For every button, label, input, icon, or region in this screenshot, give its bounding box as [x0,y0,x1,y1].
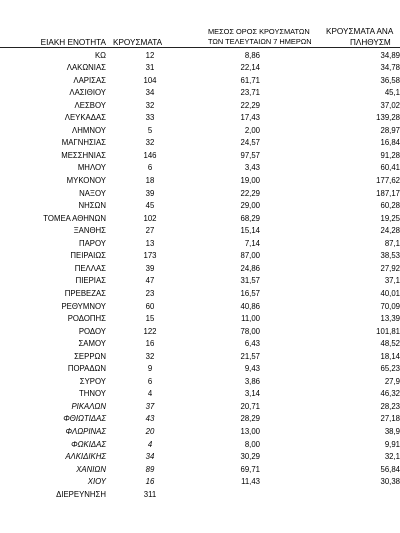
seven-day-average-cell: 22,29 [240,100,260,110]
cases-per-population-cell: 38,9 [384,427,400,436]
cases-per-population-cell: 40,01 [380,288,400,298]
cases-cell: 4 [147,389,153,399]
table-row [0,62,400,74]
seven-day-average-cell: 40,86 [240,301,260,311]
cases-per-population-cell: 28,23 [380,401,400,411]
seven-day-average-cell: 29,00 [240,201,260,211]
seven-day-average-cell: 16,57 [240,288,260,298]
region-name-cell: ΠΑΡΟΥ [78,238,106,248]
region-name-cell: ΧΙΟΥ [87,477,106,487]
seven-day-average-cell: 7,14 [244,238,260,248]
cases-cell: 34 [145,88,155,98]
cases-per-population-cell: 139,28 [376,113,400,123]
table-row [0,250,400,262]
table-row [0,464,400,476]
region-name-cell: ΝΑΞΟΥ [79,188,106,198]
seven-day-average-cell: 22,14 [240,63,260,73]
region-name-cell: ΠΕΛΛΑΣ [74,263,106,273]
table-row [0,376,400,388]
cases-cell: 104 [143,75,157,85]
region-name-cell: ΜΥΚΟΝΟΥ [66,176,106,185]
cases-cell: 32 [145,100,155,110]
region-name-cell: ΛΕΥΚΑΔΑΣ [64,113,106,123]
cases-cell: 23 [145,288,155,298]
seven-day-average-cell: 24,57 [240,138,260,148]
region-name-cell: ΚΩ [94,50,106,60]
region-name-cell: ΜΕΣΣΗΝΙΑΣ [61,150,106,160]
cases-per-population-cell: 70,09 [380,301,400,311]
cases-cell: 5 [147,125,153,135]
seven-day-average-cell: 3,43 [244,163,260,173]
cases-per-population-cell: 9,91 [384,439,400,449]
header-region: ΕΙΑΚΗ ΕΝΟΤΗΤΑ [40,38,106,47]
table-row [0,275,400,287]
cases-per-population-cell: 36,58 [380,75,400,85]
cases-per-population-cell: 24,28 [380,226,400,236]
cases-per-population-cell: 37,02 [380,100,400,110]
cases-cell: 43 [145,414,155,424]
cases-per-population-cell: 38,53 [380,251,400,261]
cases-per-population-cell: 30,38 [380,477,400,487]
cases-cell: 34 [145,452,155,462]
cases-cell: 9 [147,364,153,374]
region-name-cell: ΛΑΣΙΘΙΟΥ [69,88,106,98]
cases-per-population-cell: 91,28 [380,150,400,160]
table-row [0,326,400,338]
table-row [0,413,400,425]
cases-per-population-cell: 56,84 [380,464,400,474]
region-name-cell: ΠΙΕΡΙΑΣ [75,276,106,286]
seven-day-average-cell: 15,14 [240,226,260,236]
cases-per-population-cell: 45,1 [384,88,400,98]
table-row [0,439,400,451]
seven-day-average-cell: 8,00 [244,439,260,449]
seven-day-average-cell: 6,43 [244,339,260,349]
cases-cell: 27 [145,226,155,236]
cases-per-population-cell: 46,32 [380,389,400,399]
table-row [0,426,400,438]
table-row [0,188,400,200]
region-name-cell: ΤΗΝΟΥ [78,389,106,399]
region-name-cell: ΡΟΔΟΥ [78,326,106,336]
table-row [0,313,400,325]
region-name-cell: ΣΑΜΟΥ [78,339,106,349]
cases-cell: 89 [145,464,155,474]
seven-day-average-cell: 13,00 [240,427,260,436]
region-name-cell: ΡΟΔΟΠΗΣ [67,314,106,324]
cases-cell: 45 [145,201,155,211]
region-name-cell: ΠΟΡΑΔΩΝ [67,364,106,374]
cases-cell: 311 [143,489,157,499]
table-row [0,288,400,300]
seven-day-average-cell: 61,71 [240,75,260,85]
cases-cell: 173 [143,251,157,261]
seven-day-average-cell: 2,00 [244,125,260,135]
cases-cell: 13 [145,238,155,248]
cases-per-population-cell: 101,81 [376,326,400,336]
region-name-cell: ΦΛΩΡΙΝΑΣ [65,427,106,436]
seven-day-average-cell: 22,29 [240,188,260,198]
table-row [0,238,400,250]
region-name-cell: ΡΙΚΑΛΩΝ [71,401,106,411]
table-row [0,125,400,137]
cases-cell: 146 [143,150,157,160]
cases-cell: 60 [145,301,155,311]
seven-day-average-cell: 69,71 [240,464,260,474]
header-avg-line2: ΤΩΝ ΤΕΛΕΥΤΑΙΩΝ 7 ΗΜΕΡΩΝ [208,37,312,46]
cases-per-population-cell: 34,78 [380,63,400,73]
seven-day-average-cell: 97,57 [240,150,260,160]
table-row [0,162,400,174]
seven-day-average-cell: 28,29 [240,414,260,424]
table-row [0,100,400,112]
cases-per-population-cell: 34,89 [380,50,400,60]
cases-cell: 12 [145,50,155,60]
cases-cell: 18 [145,176,155,185]
cases-per-population-cell: 27,92 [380,263,400,273]
cases-per-population-cell: 32,1 [384,452,400,462]
region-name-cell: ΜΗΛΟΥ [77,163,106,173]
cases-per-population-cell: 87,1 [384,238,400,248]
table-row [0,363,400,375]
table-row [0,112,400,124]
seven-day-average-cell: 19,00 [240,176,260,185]
cases-per-population-cell: 187,17 [376,188,400,198]
table-row [0,87,400,99]
table-row [0,225,400,237]
table-row [0,388,400,400]
cases-cell: 15 [145,314,155,324]
region-name-cell: ΤΟΜΕΑ ΑΘΗΝΩΝ [43,213,106,223]
table-row [0,75,400,87]
seven-day-average-cell: 30,29 [240,452,260,462]
cases-per-population-cell: 48,52 [380,339,400,349]
seven-day-average-cell: 78,00 [240,326,260,336]
cases-per-population-cell: 19,25 [380,213,400,223]
table-row [0,175,400,187]
region-name-cell: ΛΗΜΝΟΥ [72,125,106,135]
cases-cell: 6 [147,376,153,386]
region-name-cell: ΜΑΓΝΗΣΙΑΣ [61,138,106,148]
region-name-cell: ΠΡΕΒΕΖΑΣ [64,288,106,298]
seven-day-average-cell: 21,57 [240,351,260,361]
table-row [0,401,400,413]
cases-per-population-cell: 18,14 [380,351,400,361]
seven-day-average-cell: 8,86 [244,50,260,60]
header-divider [0,47,400,48]
region-name-cell: ΦΘΙΩΤΙΔΑΣ [63,414,106,424]
cases-cell: 122 [143,326,157,336]
cases-cell: 32 [145,138,155,148]
seven-day-average-cell: 87,00 [240,251,260,261]
cases-per-population-cell: 60,28 [380,201,400,211]
cases-cell: 16 [145,339,155,349]
header-rate-line1: ΚΡΟΥΣΜΑΤΑ ΑΝΑ [326,27,394,36]
seven-day-average-cell: 24,86 [240,263,260,273]
table-row [0,200,400,212]
header-avg-line1: ΜΕΣΟΣ ΟΡΟΣ ΚΡΟΥΣΜΑΤΩΝ [208,27,310,36]
region-name-cell: ΑΛΚΙΔΙΚΗΣ [65,452,106,462]
cases-per-population-cell: 28,97 [380,125,400,135]
cases-per-population-cell: 27,9 [384,376,400,386]
cases-per-population-cell: 16,84 [380,138,400,148]
table-row [0,476,400,488]
seven-day-average-cell: 11,00 [241,314,260,324]
seven-day-average-cell: 3,14 [244,389,260,399]
cases-cell: 39 [145,263,155,273]
cases-cell: 20 [145,427,155,436]
cases-cell: 4 [147,439,153,449]
cases-per-population-cell: 27,18 [380,414,400,424]
header-cases: ΚΡΟΥΣΜΑΤΑ [113,38,163,47]
cases-cell: 16 [145,477,155,487]
cases-cell: 33 [145,113,155,123]
region-name-cell: ΣΥΡΟΥ [79,376,106,386]
table-row [0,451,400,463]
region-name-cell: ΔΙΕΡΕΥΝΗΣΗ [56,489,106,499]
seven-day-average-cell: 20,71 [240,401,260,411]
cases-cell: 37 [145,401,155,411]
seven-day-average-cell: 31,57 [240,276,260,286]
table-row [0,301,400,313]
cases-per-population-cell: 177,62 [376,176,400,185]
header-rate-line2: ΠΛΗΘΥΣΜ [350,38,391,47]
cases-cell: 39 [145,188,155,198]
region-name-cell: ΛΕΣΒΟΥ [74,100,106,110]
table-row [0,213,400,225]
table-row [0,338,400,350]
table-row [0,50,400,62]
region-name-cell: ΣΕΡΡΩΝ [74,351,106,361]
region-name-cell: ΞΑΝΘΗΣ [73,226,106,236]
seven-day-average-cell: 9,43 [244,364,260,374]
cases-cell: 31 [145,63,155,73]
cases-per-population-cell: 13,39 [380,314,400,324]
seven-day-average-cell: 11,43 [241,477,260,487]
seven-day-average-cell: 23,71 [240,88,260,98]
region-name-cell: ΦΩΚΙΔΑΣ [71,439,106,449]
table-row [0,351,400,363]
region-name-cell: ΛΑΡΙΣΑΣ [73,75,106,85]
seven-day-average-cell: 68,29 [240,213,260,223]
seven-day-average-cell: 17,43 [240,113,260,123]
table-row [0,489,400,501]
cases-per-population-cell: 60,41 [380,163,400,173]
region-name-cell: ΠΕΙΡΑΙΩΣ [70,251,106,261]
table-row [0,137,400,149]
region-name-cell: ΧΑΝΙΩΝ [76,464,106,474]
cases-cell: 102 [143,213,157,223]
cases-cell: 6 [147,163,153,173]
region-name-cell: ΛΑΚΩΝΙΑΣ [66,63,106,73]
cases-per-population-cell: 65,23 [380,364,400,374]
region-name-cell: ΝΗΣΩΝ [78,201,106,211]
cases-cell: 47 [145,276,155,286]
table-row [0,150,400,162]
table-row [0,263,400,275]
region-name-cell: ΡΕΘΥΜΝΟΥ [61,301,106,311]
cases-cell: 32 [145,351,155,361]
cases-per-population-cell: 37,1 [384,276,400,286]
seven-day-average-cell: 3,86 [244,376,260,386]
